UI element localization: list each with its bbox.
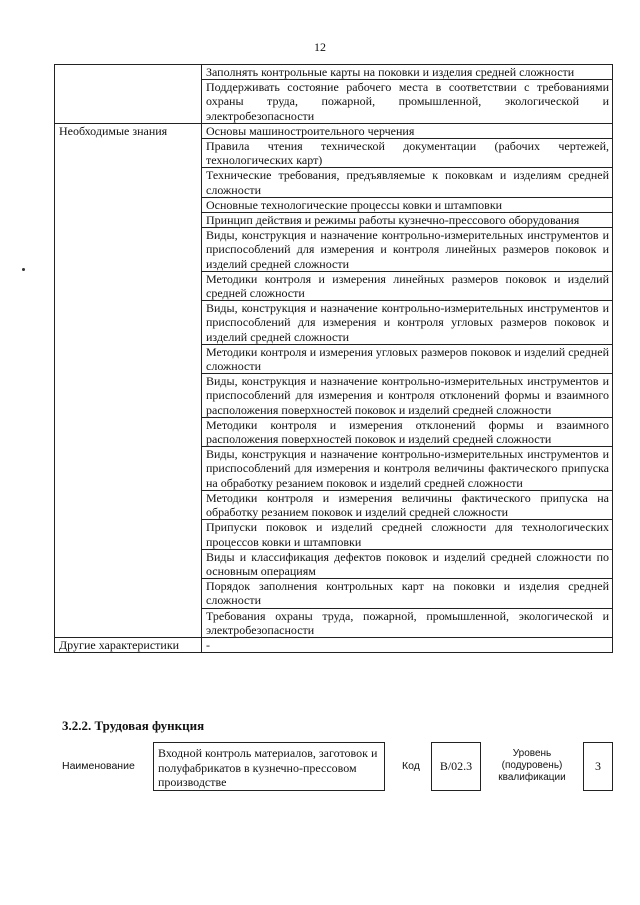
row-item: - xyxy=(202,637,613,652)
row-item: Методики контроля и измерения линейных размеров поковок и изделий средней сложности xyxy=(202,271,613,300)
row-item: Заполнять контрольные карты на поковки и изделия средней сложности xyxy=(202,65,613,80)
row-item: Виды и классификация дефектов поковок и изделий средней сложности по основным операциям xyxy=(202,549,613,578)
row-item: Технические требования, предъявляемые к поковкам и изделиям средней сложности xyxy=(202,168,613,197)
row-item: Порядок заполнения контрольных карт на поковки и изделия средней сложности xyxy=(202,579,613,608)
name-label: Наименование xyxy=(62,760,135,772)
level-value-box: 3 xyxy=(583,742,613,791)
table-row xyxy=(55,637,613,652)
level-label: Уровень (подуровень) квалификации xyxy=(498,748,566,783)
row-item: Методики контроля и измерения величины фактического припуска на обработку резанием поковок и изделий средней сложности xyxy=(202,490,613,519)
section-title: 3.2.2. Трудовая функция xyxy=(62,718,205,733)
row-item: Требования охраны труда, пожарной, промышленной, экологической и электробезопасности xyxy=(202,608,613,637)
labor-function-row xyxy=(0,742,640,802)
row-item: Виды, конструкция и назначение контрольно-измерительных инструментов и приспособлений для измерения и контроля отклонений формы и взаимного расположения поверхностей поковок и изделий средней сложности xyxy=(202,374,613,418)
row-item: Методики контроля и измерения угловых размеров поковок и изделий средней сложности xyxy=(202,344,613,373)
row-item: Основы машиностроительного черчения xyxy=(202,123,613,138)
row-item: Методики контроля и измерения отклонений формы и взаимного расположения поверхностей поковок и изделий средней сложности xyxy=(202,417,613,446)
row-item: Виды, конструкция и назначение контрольно-измерительных инструментов и приспособлений для измерения и контроля величины фактического припуска на обработку резанием поковок и изделий средней сложности xyxy=(202,447,613,491)
row-item: Поддерживать состояние рабочего места в соответствии с требованиями охраны труда, пожарной, промышленной, экологической и электробезопасности xyxy=(202,80,613,124)
row-label xyxy=(55,65,202,124)
margin-dot xyxy=(22,268,25,271)
row-label: Другие характеристики xyxy=(55,637,202,652)
table-row xyxy=(55,65,613,80)
row-item: Виды, конструкция и назначение контрольно-измерительных инструментов и приспособлений для измерения и контроля линейных размеров поковок и изделий средней сложности xyxy=(202,228,613,272)
requirements-table xyxy=(54,64,613,653)
row-item: Принцип действия и режимы работы кузнечно-прессового оборудования xyxy=(202,213,613,228)
name-value-box: Входной контроль материалов, заготовок и полуфабрикатов в кузнечно-прессовом производстве xyxy=(153,742,385,791)
code-value-box: B/02.3 xyxy=(431,742,481,791)
row-label: Необходимые знания xyxy=(55,123,202,637)
code-label: Код xyxy=(402,760,420,772)
table-row xyxy=(55,123,613,138)
page-number: 12 xyxy=(314,40,326,54)
row-item: Припуски поковок и изделий средней сложности для технологических процессов ковки и штамповки xyxy=(202,520,613,549)
row-item: Виды, конструкция и назначение контрольно-измерительных инструментов и приспособлений для измерения и контроля угловых размеров поковок и изделий средней сложности xyxy=(202,301,613,345)
row-item: Основные технологические процессы ковки и штамповки xyxy=(202,197,613,212)
row-item: Правила чтения технической документации (рабочих чертежей, технологических карт) xyxy=(202,139,613,168)
